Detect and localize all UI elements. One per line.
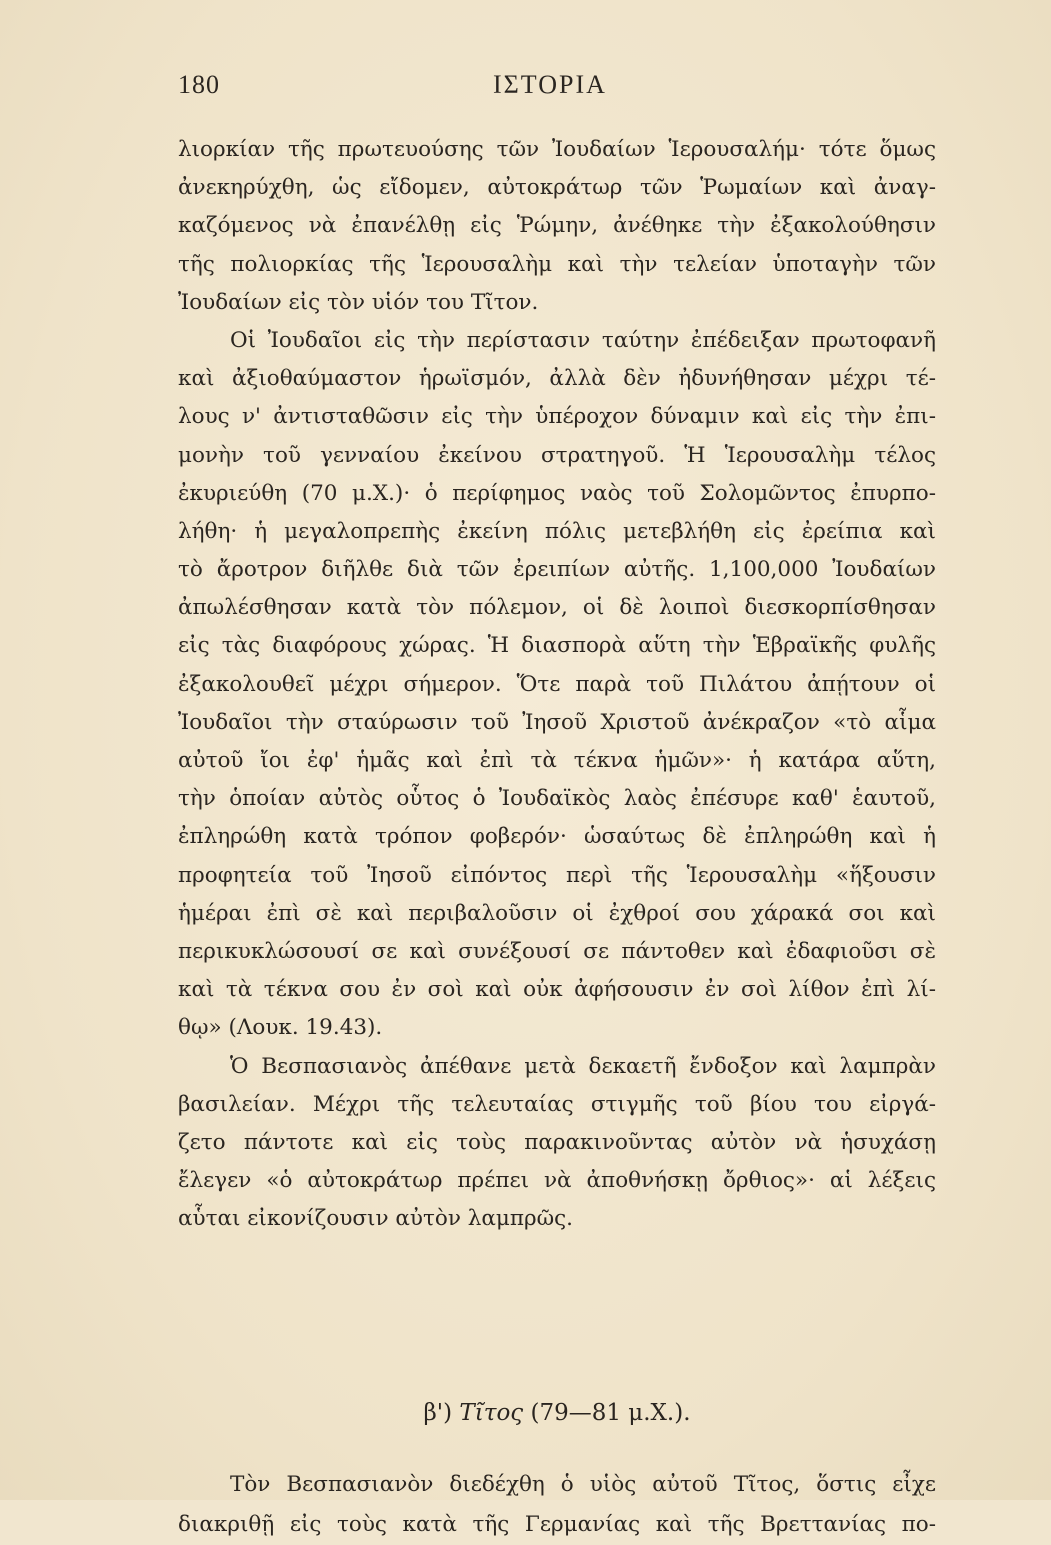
text-line: αὗται εἰκονίζουσιν αὐτὸν λαμπρῶς. [178,1206,574,1232]
text-line: λους ν' ἀντισταθῶσιν εἰς τὴν ὑπέροχον δύναμιν καὶ εἰς τὴν ἐπι- [178,404,936,430]
text-line: ἡμέραι ἐπὶ σὲ καὶ περιβαλοῦσιν οἱ ἐχθροί σου χάρακά σοι καὶ [178,900,936,926]
text-line: λιορκίαν τῆς πρωτευούσης τῶν Ἰουδαίων Ἱερουσαλήμ· τότε ὅμως [178,137,936,162]
text-line: περικυκλώσουσί σε καὶ συνέξουσί σε πάντοθεν καὶ ἐδαφιοῦσι σὲ [178,938,936,964]
text-line: καζόμενος νὰ ἐπανέλθῃ εἰς Ῥώμην, ἀνέθηκε τὴν ἐξακολούθησιν [178,213,936,239]
text-line: Τὸν Βεσπασιανὸν διεδέχθη ὁ υἱὸς αὐτοῦ Τῖτος, ὅστις εἶχε [230,1472,936,1497]
text-line: ἔλεγεν «ὁ αὐτοκράτωρ πρέπει νὰ ἀποθνήσκῃ ὄρθιος»· αἱ λέξεις [178,1168,936,1194]
text-line: Ὁ Βεσπασιανὸς ἀπέθανε μετὰ δεκαετῆ ἔνδοξον καὶ λαμπρὰν [230,1053,936,1079]
text-line: διακριθῇ εἰς τοὺς κατὰ τῆς Γερμανίας καὶ τῆς Βρεττανίας πο- [178,1512,936,1537]
text-line: καὶ ἀξιοθαύμαστον ἡρωϊσμόν, ἀλλὰ δὲν ἠδυνήθησαν μέχρι τέ- [178,366,936,392]
running-head: ΙΣΤΟΡΙΑ [493,70,607,99]
text-line: τὴν ὁποίαν αὐτὸς οὗτος ὁ Ἰουδαϊκὸς λαὸς ἐπέσυρε καθ' ἑαυτοῦ, [178,786,936,812]
page-header [178,70,936,106]
text-line: θῳ» (Λουκ. 19.43). [178,1015,383,1041]
text-line: τῆς πολιορκίας τῆς Ἱερουσαλὴμ καὶ τὴν τελείαν ὑποταγὴν τῶν [178,251,936,277]
text-line: αὐτοῦ ἴοι ἐφ' ἡμᾶς καὶ ἐπὶ τὰ τέκνα ἡμῶν»· ἡ κατάρα αὕτη, [178,748,936,773]
section-body [178,1465,936,1545]
text-line: τὸ ἄροτρον διῆλθε διὰ τῶν ἐρειπίων αὐτῆς. 1,100,000 Ἰουδαίων [178,557,936,583]
text-line: ἐκυριεύθη (70 μ.Χ.)· ὁ περίφημος ναὸς τοῦ Σολομῶντος ἐπυρπο- [178,480,936,506]
section-heading-prefix: β') [423,1400,453,1426]
body-text [178,131,936,1238]
text-line: λήθη· ἡ μεγαλοπρεπὴς ἐκείνη πόλις μετεβλήθη εἰς ἐρείπια καὶ [178,518,936,544]
text-line: Ἰουδαῖοι τὴν σταύρωσιν τοῦ Ἰησοῦ Χριστοῦ ἀνέκραζον «τὸ αἷμα [178,709,936,735]
text-line: ἐπληρώθη κατὰ τρόπον φοβερόν· ὡσαύτως δὲ ἐπληρώθη καὶ ἡ [178,824,936,850]
text-line: καὶ τὰ τέκνα σου ἐν σοὶ καὶ οὐκ ἀφήσουσιν ἐν σοὶ λίθον ἐπὶ λί- [178,977,936,1003]
text-line: ἀνεκηρύχθη, ὡς εἴδομεν, αὐτοκράτωρ τῶν Ῥωμαίων καὶ ἀναγ- [178,175,936,201]
text-line: βασιλείαν. Μέχρι τῆς τελευταίας στιγμῆς τοῦ βίου του εἰργά- [178,1091,936,1117]
text-line: μονὴν τοῦ γενναίου ἐκείνου στρατηγοῦ. Ἡ Ἱερουσαλὴμ τέλος [178,442,936,468]
section-heading-name: Τῖτος [459,1400,524,1426]
section-heading [178,1395,936,1431]
text-line: ζετο πάντοτε καὶ εἰς τοὺς παρακινοῦντας αὐτὸν νὰ ἡσυχάσῃ [178,1129,936,1155]
page-number: 180 [178,70,220,99]
text-line: Οἱ Ἰουδαῖοι εἰς τὴν περίστασιν ταύτην ἐπέδειξαν πρωτοφανῆ [230,327,936,353]
section-heading-dates: (79—81 μ.Χ.). [530,1400,691,1426]
text-line: εἰς τὰς διαφόρους χώρας. Ἡ διασπορὰ αὕτη τὴν Ἑβραϊκῆς φυλῆς [178,633,936,659]
text-line: ἀπωλέσθησαν κατὰ τὸν πόλεμον, οἱ δὲ λοιποὶ διεσκορπίσθησαν [178,595,936,621]
text-line: προφητεία τοῦ Ἰησοῦ εἰπόντος περὶ τῆς Ἱερουσαλὴμ «ἥξουσιν [178,862,936,888]
text-line: ἐξακολουθεῖ μέχρι σήμερον. Ὅτε παρὰ τοῦ Πιλάτου ἀπῄτουν οἱ [178,671,936,697]
text-line: Ἰουδαίων εἰς τὸν υἱόν του Τῖτον. [178,289,539,315]
